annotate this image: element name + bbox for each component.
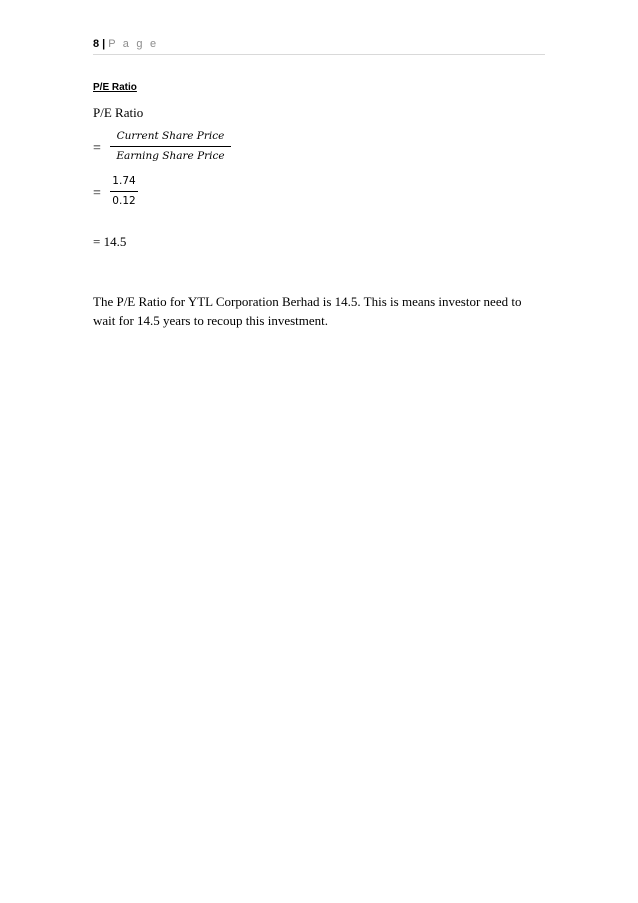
- substitution-numerator: 1.74: [112, 175, 136, 187]
- formula-numerator: Current Share Price: [116, 130, 225, 142]
- fraction-bar: [110, 146, 231, 147]
- formula-denominator: Earning Share Price: [116, 150, 225, 162]
- substitution-denominator: 0.12: [112, 195, 136, 207]
- page-word: P a g e: [108, 38, 159, 50]
- header-separator: |: [102, 38, 106, 50]
- formula-equals-sign: =: [93, 141, 101, 156]
- substitution-fraction: [110, 174, 138, 209]
- formula-label: P/E Ratio: [93, 105, 144, 120]
- section-title: P/E Ratio: [93, 82, 137, 93]
- result-line: = 14.5: [93, 234, 127, 249]
- page-number: 8: [93, 38, 100, 50]
- substitution-equals-sign: =: [93, 186, 101, 201]
- conclusion-paragraph: The P/E Ratio for YTL Corporation Berhad is 14.5. This is means investor need to wait for 14.5 years to recoup this investment.: [93, 294, 522, 328]
- fraction-bar: [110, 191, 138, 192]
- page-header: [93, 36, 545, 55]
- formula-fraction: [110, 129, 231, 164]
